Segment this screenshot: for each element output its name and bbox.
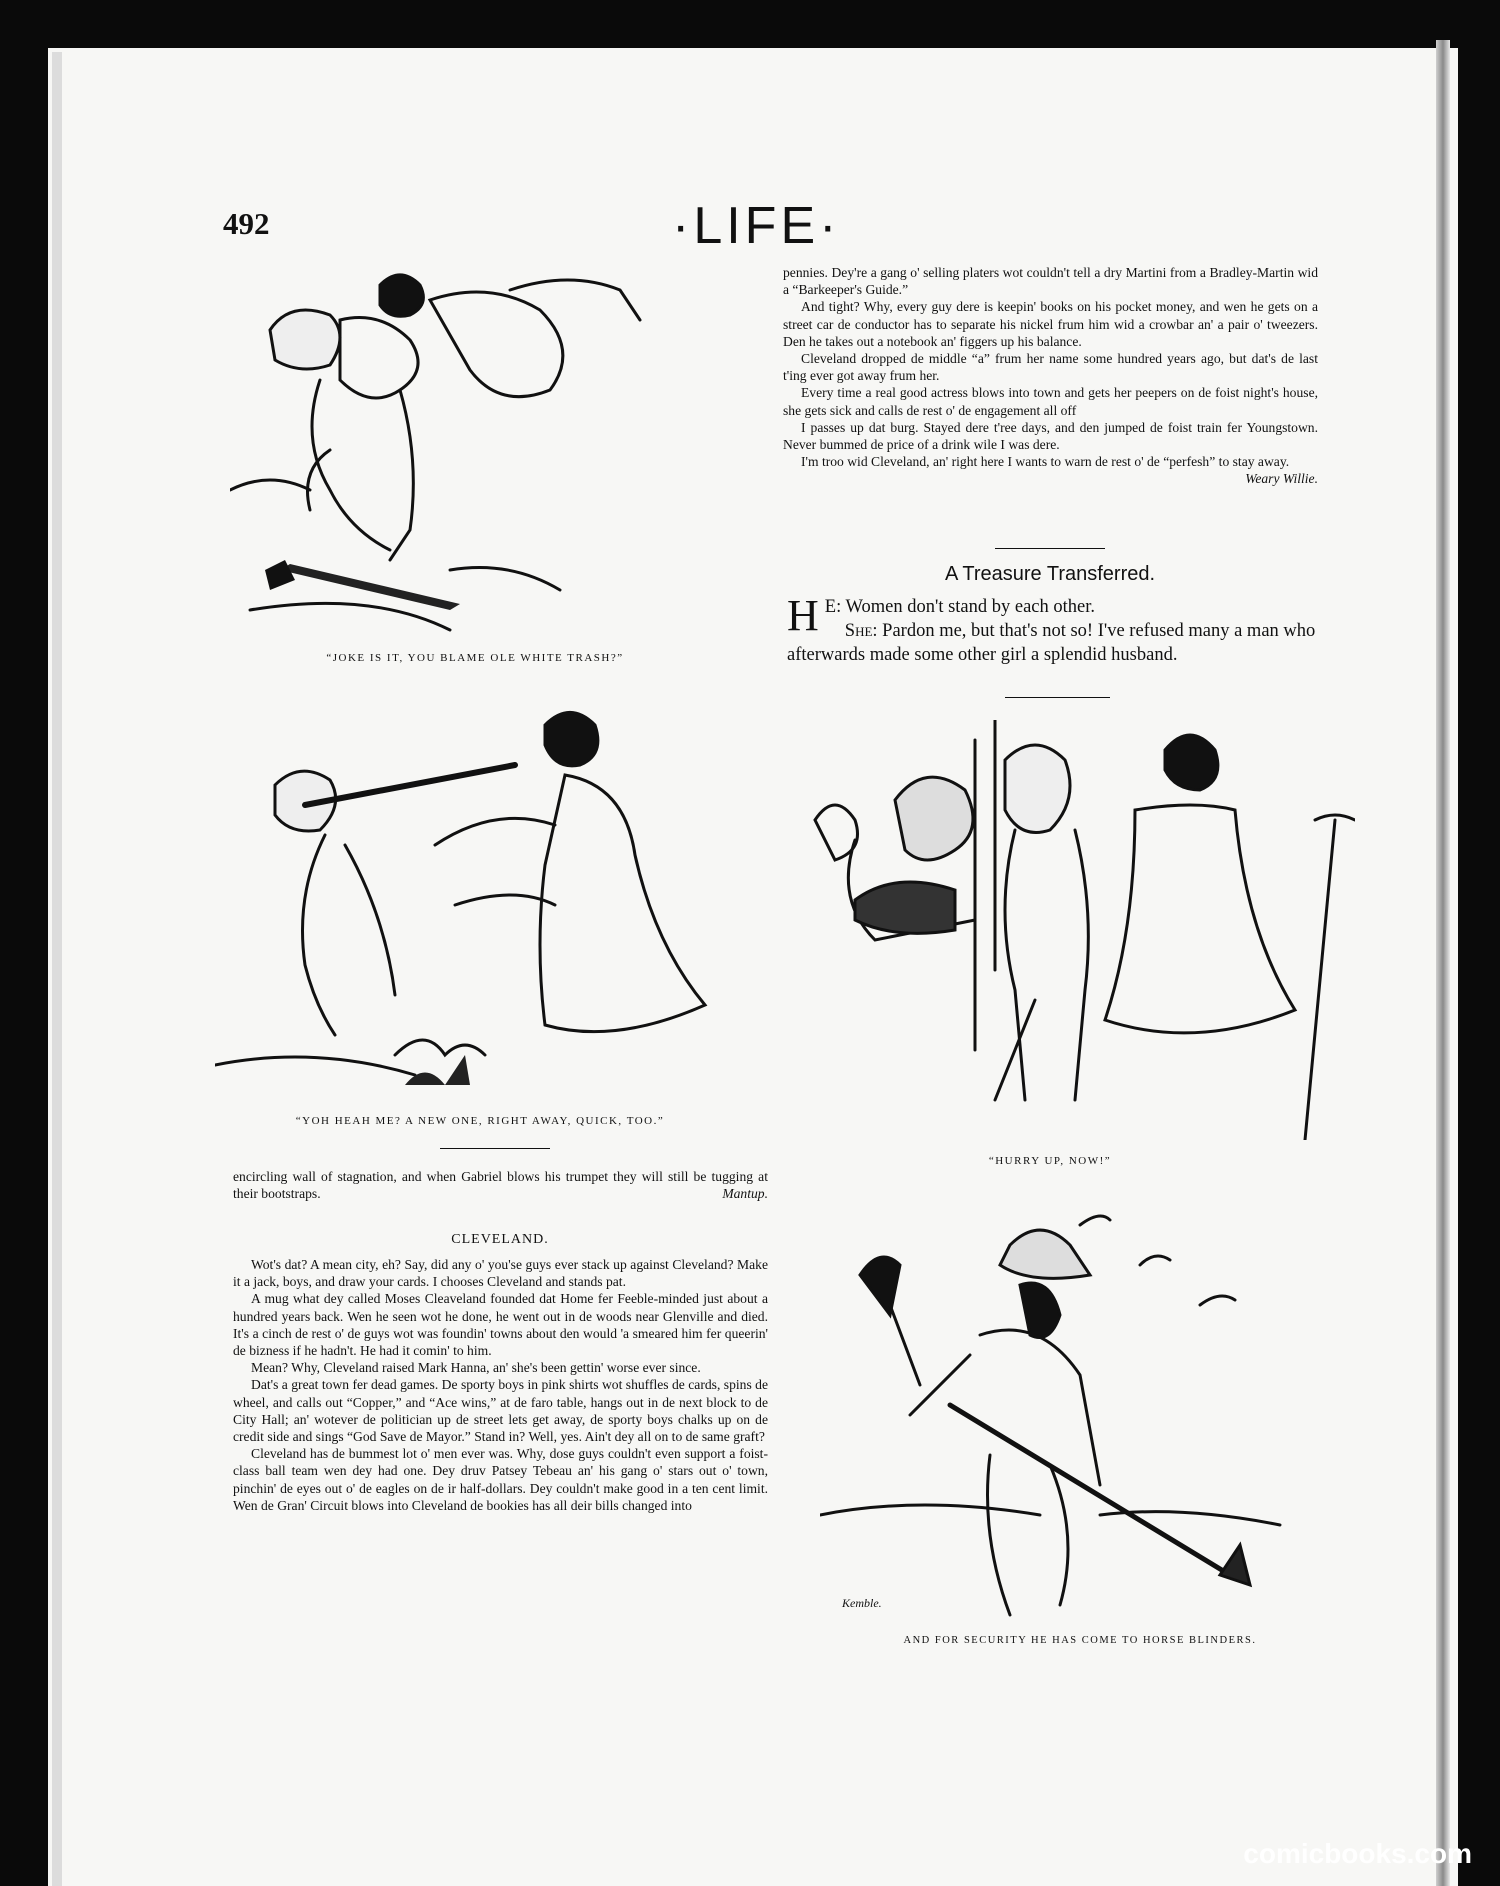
weary-paragraph: pennies. Dey're a gang o' selling platers wot couldn't tell a dry Martini from a Bradley-Martin wid a “Barkeeper's Guide.”	[783, 265, 1318, 298]
page-number: 492	[223, 206, 270, 241]
cleveland-paragraph: Dat's a great town fer dead games. De sporty boys in pink shirts wot shuffles de cards, spins de wheel, and calls out “Copper,” and “Ace wins,” at de faro table, hangs out in de next block to de City Hall; an' wotever de politician up de street lets get away, de sporty boys chalks up on de credit side and sings “God Save de Mayor.” Stand in? Well, yes. Ain't dey all on to de same graft?	[233, 1377, 768, 1445]
masthead: ·LIFE·	[672, 197, 841, 255]
continued-paragraph: encircling wall of stagnation, and when Gabriel blows his trumpet they will still be tugging at their bootstraps. Mantup.	[233, 1169, 768, 1202]
divider-left	[440, 1148, 550, 1149]
weary-paragraph: Cleveland dropped de middle “a” frum her name some hundred years ago, but dat's de last t'ing ever got away frum her.	[783, 351, 1318, 384]
cleveland-article	[233, 1256, 768, 1514]
page-right-edge	[1436, 40, 1450, 1886]
he-line: E: Women don't stand by each other.	[824, 597, 1096, 617]
caption-bottom-right: AND FOR SECURITY HE HAS COME TO HORSE BLINDERS.	[903, 1635, 1257, 1646]
cleveland-paragraph: Mean? Why, Cleveland raised Mark Hanna, an' she's been gettin' worse ever since.	[251, 1360, 701, 1376]
illustration-middle-left	[215, 705, 715, 1105]
artist-signature: Kemble.	[842, 1596, 882, 1610]
cleveland-paragraph: Wot's dat? A mean city, eh? Say, did any o' you'se guys ever stack up against Cleveland? Make it a jack, boys, and draw your cards. I chooses Cleveland and stands pat.	[233, 1257, 768, 1290]
caption-middle-right: “HURRY UP, NOW!”	[988, 1155, 1112, 1167]
treasure-text	[787, 591, 1337, 667]
she-line: She: Pardon me, but that's not so! I've refused many a man who afterwards made some other girl a splendid husband.	[787, 621, 1316, 665]
page-left-edge	[52, 52, 62, 1886]
right-column-text	[783, 264, 1318, 488]
weary-paragraph: I'm troo wid Cleveland, an' right here I wants to warn de rest o' de “perfesh” to stay away. Weary Willie.	[801, 454, 1318, 487]
weary-paragraph: Every time a real good actress blows into town and gets her peepers on de foist night's house, she gets sick and calls de rest o' de engagement all off	[783, 385, 1318, 418]
illustration-top-left	[230, 240, 730, 640]
weary-paragraph: I passes up dat burg. Stayed dere t'ree days, and den jumped de foist train fer Youngstown. Never bummed de price of a drink wile I was dere.	[783, 419, 1318, 453]
drop-cap: H	[787, 591, 819, 640]
cleveland-paragraph: Cleveland has de bummest lot o' men ever was. Why, dose guys couldn't even support a foist-class ball team wen dey had one. Dey druv Patsey Tebeau an' his gang o' stars out o' town, pinchin' de eyes out o' de eagles on de ir half-dollars. Dey couldn't make good in a ten cent limit. Wen de Gran' Circuit blows into Cleveland de bookies has all deir bills changed into	[233, 1446, 768, 1513]
signature-mantup: Mantup.	[722, 1186, 768, 1202]
caption-middle-left: “YOH HEAH ME? A NEW ONE, RIGHT AWAY, QUICK, TOO.”	[295, 1115, 665, 1127]
treasure-title: A Treasure Transferred.	[944, 563, 1156, 585]
divider-right-mid	[1005, 697, 1110, 698]
cleveland-paragraph: A mug what dey called Moses Cleaveland founded dat Home fer Feeble-minded just about a hundred years back. Wen he seen wot he done, he went out in de woods near Glenville and died. It's a cinch de rest o' de guys wot was foundin' towns about den would 'a smeared him fer queerin' de bizness if he hadn't. He had it comin' to him.	[233, 1291, 768, 1359]
article-title-cleveland: CLEVELAND.	[451, 1232, 549, 1247]
watermark: comicbooks.com	[1243, 1838, 1472, 1869]
illustration-bottom-right	[820, 1205, 1320, 1625]
left-column-text	[233, 1168, 768, 1202]
weary-paragraph: And tight? Why, every guy dere is keepin' books on his pocket money, and wen he gets on a street car de conductor has to separate his nickel frum him wid a crowbar an' a pair o' tweezers. Den he takes out a notebook an' figgers up his balance.	[783, 299, 1318, 349]
illustration-middle-right	[795, 720, 1355, 1140]
divider-right-top	[995, 548, 1105, 549]
signature-weary-willie: Weary Willie.	[1245, 471, 1318, 487]
caption-top-left: “JOKE IS IT, YOU BLAME OLE WHITE TRASH?”	[326, 652, 624, 664]
